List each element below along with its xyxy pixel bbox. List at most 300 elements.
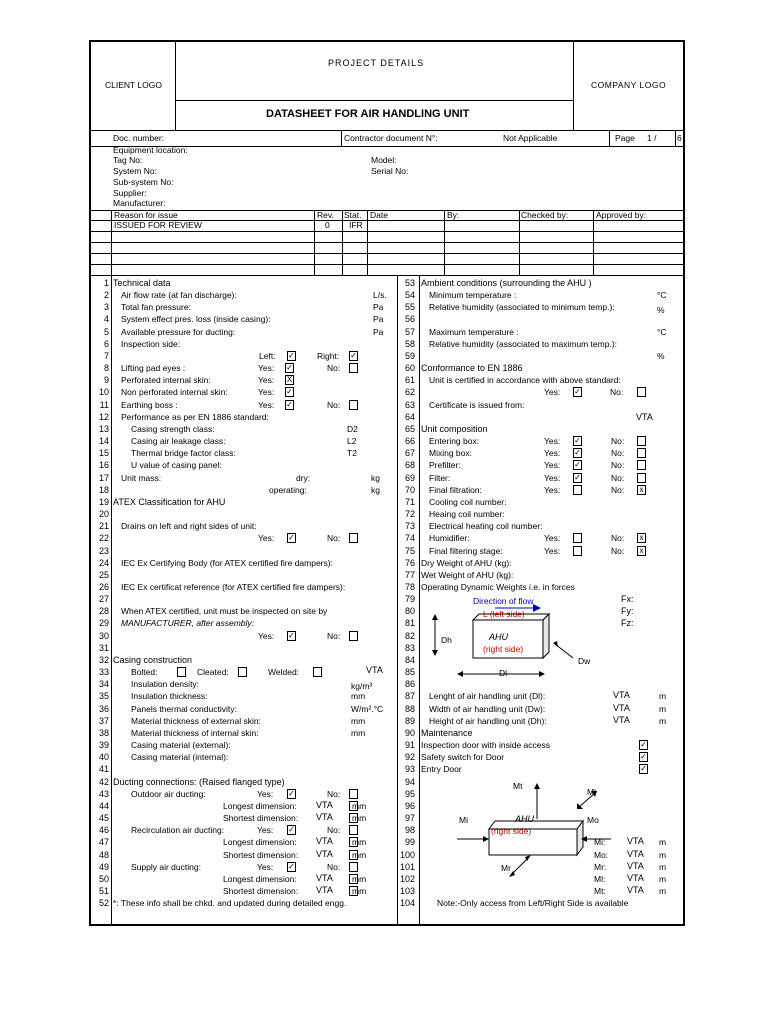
mi-label: Mi	[459, 815, 468, 826]
yes-label: Yes:	[257, 788, 274, 799]
line-number: 76	[404, 557, 415, 568]
unit: °C	[657, 326, 667, 337]
unit: Pa	[373, 326, 384, 337]
line-number: 101	[399, 861, 415, 872]
dry-label: dry:	[296, 472, 311, 483]
no-label: No:	[611, 460, 625, 471]
note: Note:-Only access from Left/Right Side is available	[437, 898, 629, 909]
unit: m	[659, 873, 667, 884]
page-title: DATASHEET FOR AIR HANDLING UNIT	[266, 108, 470, 120]
field-label: Total fan pressure:	[121, 302, 191, 313]
line-number: 8	[103, 363, 109, 374]
no-checkbox[interactable]	[349, 400, 358, 410]
unit: m	[659, 861, 667, 872]
yes-label: Yes:	[258, 533, 275, 544]
line-number: 43	[98, 788, 109, 799]
field-label: Width of air handling unit (Dw):	[429, 703, 546, 714]
class-value: D2	[347, 423, 358, 434]
line-number: 47	[98, 837, 109, 848]
field-label: Maximum temperature :	[429, 326, 519, 337]
field-label: Outdoor air ducting:	[131, 788, 206, 799]
moment-diagram	[451, 777, 631, 887]
yes-label: Yes:	[544, 533, 561, 544]
field-label: Air flow rate (at fan discharge):	[121, 290, 237, 301]
operating-label: operating:	[269, 484, 307, 495]
line-number: 48	[98, 849, 109, 860]
line-number: 31	[98, 642, 109, 653]
unit: m	[659, 691, 667, 702]
vta-value: VTA	[627, 872, 644, 883]
page-label: Page	[615, 133, 635, 143]
yes-checkbox[interactable]: ✓	[288, 788, 295, 798]
field-label: Insulation thickness:	[131, 691, 208, 702]
yes-label: Yes:	[258, 387, 275, 398]
yes-checkbox[interactable]: ✓	[286, 387, 293, 397]
left-checkbox[interactable]: ✓	[288, 350, 295, 360]
field-label: Casing material (external):	[131, 740, 231, 751]
section-heading: Ambient conditions (surrounding the AHU )	[421, 278, 592, 288]
ahu-label: AHU	[489, 631, 509, 642]
yes-checkbox[interactable]	[573, 533, 582, 543]
right-side-label: (right side)	[483, 643, 524, 654]
welded-checkbox[interactable]	[313, 667, 322, 677]
section-heading: ATEX Classification for AHU	[113, 496, 226, 507]
line-number: 82	[404, 630, 415, 641]
line-number: 59	[404, 350, 415, 361]
line-number: 14	[98, 436, 109, 447]
line-number: 104	[399, 898, 415, 909]
tag-no: Tag No:	[113, 155, 143, 165]
line-number: 74	[404, 533, 415, 544]
not-applicable: Not Applicable	[503, 133, 558, 143]
yes-checkbox[interactable]	[573, 546, 582, 556]
field-label: Entering box:	[429, 436, 480, 447]
yes-label: Yes:	[258, 399, 275, 410]
field-label: Perforated internal skin:	[121, 375, 211, 386]
unit: W/m².°C	[351, 703, 384, 714]
dh-label: Dh	[441, 634, 452, 645]
no-checkbox[interactable]	[349, 850, 358, 860]
no-checkbox[interactable]	[349, 886, 358, 896]
dimension-label: Longest dimension:	[223, 873, 297, 884]
vta-value: VTA	[613, 714, 630, 725]
cleated-label: Cleated:	[197, 667, 229, 678]
field-label: Wet Weight of AHU (kg):	[421, 569, 514, 580]
no-checkbox[interactable]	[349, 801, 358, 811]
moment-label: Mt:	[594, 886, 606, 896]
line-number: 54	[404, 290, 415, 301]
moment-label: Mo:	[594, 849, 609, 860]
line-number: 22	[98, 533, 109, 544]
section-heading: Technical data	[113, 278, 171, 288]
yes-checkbox[interactable]: ✓	[574, 436, 581, 446]
revision-header: Reason for issue	[114, 210, 178, 220]
field-label: Non perforated internal skin:	[121, 387, 228, 398]
doc-number-label: Doc. number:	[113, 133, 165, 143]
field-label: Minimum temperature :	[429, 290, 517, 301]
line-number: 25	[98, 569, 109, 580]
direction-of-flow: Direction of flow	[473, 596, 534, 607]
no-label: No:	[327, 788, 341, 799]
line-number: 96	[404, 800, 415, 811]
ml-label: Ml	[587, 786, 596, 797]
line-number: 30	[98, 630, 109, 641]
no-label: No:	[611, 533, 625, 544]
field-label: Recirculation air ducting:	[131, 825, 225, 836]
yes-checkbox[interactable]: ✓	[288, 825, 295, 835]
vta-value: VTA	[316, 872, 333, 883]
line-number: 28	[98, 606, 109, 617]
field-label: Supply air ducting:	[131, 861, 201, 872]
yes-checkbox[interactable]: ✓	[574, 448, 581, 458]
line-number: 33	[98, 667, 109, 678]
revision-header: Rev.	[317, 210, 334, 220]
left-side-label: L (left side)	[483, 609, 525, 620]
line-number: 38	[98, 727, 109, 738]
line-number: 81	[404, 618, 415, 629]
field-label: Height of air handling unit (Dh):	[429, 715, 547, 726]
line-number: 13	[98, 423, 109, 434]
vta-value: VTA	[627, 848, 644, 859]
vta-value: VTA	[316, 885, 333, 895]
no-label: No:	[611, 448, 625, 459]
no-checkbox[interactable]	[637, 473, 646, 483]
dw-label: Dw	[578, 655, 591, 666]
unit: L/s.	[373, 290, 387, 301]
page-total: 6	[677, 133, 682, 143]
line-number: 65	[404, 423, 415, 434]
datasheet	[89, 40, 685, 926]
line-number: 102	[399, 873, 415, 884]
line-number: 77	[404, 569, 415, 580]
right-side-label: (right side)	[491, 826, 532, 837]
yes-label: Yes:	[544, 460, 561, 471]
line-number: 69	[404, 472, 415, 483]
no-checkbox[interactable]	[637, 436, 646, 446]
line-number: 72	[404, 509, 415, 520]
section-heading: Conformance to EN 1886	[421, 363, 523, 374]
yes-checkbox[interactable]: ✓	[286, 399, 293, 409]
line-number: 50	[98, 873, 109, 884]
no-checkbox[interactable]	[349, 837, 358, 847]
unit: %	[657, 350, 665, 361]
line-number: 18	[98, 484, 109, 495]
no-checkbox[interactable]	[349, 813, 358, 823]
field-label: Material thickness of external skin:	[131, 715, 261, 726]
vta-value: VTA	[366, 665, 383, 676]
field-label: Cooling coil number:	[429, 496, 507, 507]
mo-label: Mo	[587, 815, 599, 826]
field-label: U value of casing panel:	[131, 460, 222, 471]
line-number: 56	[404, 314, 415, 325]
client-logo: CLIENT LOGO	[105, 80, 162, 90]
line-number: 58	[404, 338, 415, 349]
field-label: IEC Ex Certifying Body (for ATEX certified fire dampers):	[121, 557, 333, 568]
unit: kg/m³	[351, 681, 373, 692]
no-label: No:	[327, 630, 341, 641]
field-label: Electrical heating coil number:	[429, 521, 543, 532]
serial-no: Serial No:	[371, 166, 409, 176]
line-number: 19	[98, 496, 109, 507]
project-details: PROJECT DETAILS	[328, 58, 425, 68]
line-number: 68	[404, 460, 415, 471]
line-number: 84	[404, 654, 415, 665]
line-number: 35	[98, 691, 109, 702]
cleated-checkbox[interactable]	[238, 667, 247, 677]
unit: mm	[352, 886, 367, 896]
yes-label: Yes:	[544, 387, 561, 398]
yes-checkbox[interactable]: ✓	[574, 460, 581, 470]
line-number: 21	[98, 521, 109, 532]
line-number: 37	[98, 715, 109, 726]
unit: mm	[352, 837, 367, 848]
field-label: Drains on left and right sides of unit:	[121, 521, 257, 532]
line-number: 20	[98, 509, 109, 520]
line-number: 92	[404, 752, 415, 763]
field-label: Thermal bridge factor class:	[131, 448, 236, 459]
line-number: 85	[404, 667, 415, 678]
no-label: No:	[327, 861, 341, 872]
line-number: 11	[99, 399, 109, 410]
force-label: Fz:	[621, 618, 634, 629]
line-number: 97	[404, 813, 415, 824]
manufacturer: Manufacturer:	[113, 198, 166, 208]
line-number: 26	[98, 582, 109, 592]
field-label: Heaing coil number:	[429, 509, 505, 520]
vta-value: VTA	[627, 860, 644, 871]
force-label: Fy:	[621, 606, 634, 617]
vta-value: VTA	[316, 836, 333, 847]
yes-label: Yes:	[544, 436, 561, 447]
line-number: 89	[404, 715, 415, 726]
line-number: 79	[404, 594, 415, 605]
revision-header: Approved by:	[596, 210, 647, 220]
line-number: 27	[98, 594, 109, 605]
line-number: 87	[404, 691, 415, 702]
unit: kg	[371, 484, 380, 495]
yes-checkbox[interactable]: ✓	[288, 861, 295, 871]
unit: °C	[657, 290, 667, 301]
moment-label: Mi:	[594, 837, 606, 848]
unit: %	[657, 305, 665, 316]
bolted-checkbox[interactable]	[177, 667, 186, 677]
field-label: *: These info shall be chkd. and updated during detailed engg.	[113, 898, 347, 909]
line-number: 95	[404, 788, 415, 799]
no-label: No:	[327, 363, 341, 374]
line-number: 70	[404, 484, 415, 495]
no-label: No:	[610, 387, 624, 398]
line-number: 2	[103, 290, 109, 301]
line-number: 63	[404, 399, 415, 410]
unit: m	[659, 837, 667, 848]
unit: Pa	[373, 314, 384, 325]
line-number: 41	[98, 764, 109, 775]
line-number: 52	[98, 898, 109, 909]
line-number: 91	[404, 740, 415, 751]
vta-value: VTA	[636, 411, 653, 422]
line-number: 4	[103, 314, 109, 325]
field-label: Available pressure for ducting:	[121, 326, 236, 337]
line-number: 32	[98, 654, 109, 665]
line-number: 7	[103, 350, 109, 361]
vta-value: VTA	[316, 799, 333, 810]
maintenance-checkbox[interactable]: ✓	[640, 752, 647, 762]
dimension-label: Longest dimension:	[223, 837, 297, 848]
yes-checkbox[interactable]	[573, 485, 582, 495]
line-number: 16	[98, 460, 109, 471]
supplier: Supplier:	[113, 188, 147, 198]
unit: m	[659, 715, 667, 726]
no-checkbox[interactable]	[349, 533, 358, 543]
page-value: 1 /	[647, 133, 657, 143]
line-number: 51	[98, 886, 109, 896]
field-label: Mixing box:	[429, 448, 472, 459]
field-label: Lifting pad eyes :	[121, 363, 186, 374]
yes-label: Yes:	[544, 448, 561, 459]
no-checkbox[interactable]	[349, 825, 358, 835]
field-label: Insulation density:	[131, 679, 200, 690]
line-number: 49	[98, 861, 109, 872]
yes-checkbox[interactable]: ✓	[574, 472, 581, 482]
dimension-label: Longest dimension:	[223, 800, 297, 811]
no-checkbox[interactable]	[349, 874, 358, 884]
dl-label: Dl	[499, 668, 508, 679]
line-number: 80	[404, 606, 415, 617]
right-checkbox[interactable]: ✓	[350, 350, 357, 360]
maintenance-checkbox[interactable]: ✓	[640, 740, 647, 750]
line-number: 99	[404, 837, 415, 848]
line-number: 103	[399, 886, 415, 896]
yes-checkbox[interactable]: ✓	[288, 630, 295, 640]
class-value: L2	[347, 436, 357, 447]
field-label: Relative humidity (associated to maximum temp.):	[429, 338, 618, 349]
no-checkbox[interactable]: x	[637, 485, 646, 495]
vta-value: VTA	[627, 885, 644, 895]
moment-label: Ml:	[594, 873, 606, 884]
moment-label: Mr:	[594, 861, 607, 872]
field-label: Prefilter:	[429, 460, 461, 471]
line-number: 90	[404, 727, 415, 738]
model: Model:	[371, 155, 397, 165]
no-checkbox[interactable]	[637, 460, 646, 470]
line-number: 57	[404, 326, 415, 337]
field-label: Unit mass:	[121, 472, 162, 483]
vta-value: VTA	[613, 702, 630, 713]
revision-cell: 0	[325, 220, 330, 230]
dimension-label: Shortest dimension:	[223, 849, 299, 860]
field-label: Humidifier:	[429, 533, 470, 544]
no-label: No:	[611, 484, 625, 495]
unit: mm	[352, 849, 367, 860]
line-number: 64	[404, 411, 415, 422]
no-checkbox[interactable]	[349, 862, 358, 872]
line-number: 71	[404, 496, 415, 507]
revision-header: Stat.	[344, 210, 362, 220]
yes-label: Yes:	[258, 363, 275, 374]
line-number: 44	[98, 800, 109, 811]
yes-checkbox[interactable]: ✓	[288, 533, 295, 543]
line-number: 40	[98, 752, 109, 763]
line-number: 53	[404, 278, 415, 288]
company-logo: COMPANY LOGO	[591, 80, 667, 90]
no-checkbox[interactable]: x	[637, 546, 646, 556]
field-label: System effect pres. loss (inside casing):	[121, 314, 271, 325]
vta-value: VTA	[316, 848, 333, 859]
unit: mm	[352, 813, 367, 824]
field-label: Entry Door	[421, 764, 462, 775]
yes-label: Yes:	[544, 472, 561, 483]
yes-checkbox[interactable]: ✓	[574, 387, 581, 397]
section-heading: Unit composition	[421, 423, 488, 434]
yes-label: Yes:	[258, 375, 275, 386]
line-number: 5	[103, 326, 109, 337]
field-label: Inspection side:	[121, 338, 181, 349]
unit: mm	[352, 800, 367, 811]
equipment-location: Equipment location:	[113, 145, 188, 155]
no-checkbox[interactable]	[349, 631, 358, 641]
unit: m	[659, 849, 667, 860]
field-label: Bolted:	[131, 667, 158, 678]
yes-label: Yes:	[544, 545, 561, 556]
contractor-doc-label: Contractor document N°:	[344, 133, 438, 143]
line-number: 1	[103, 278, 109, 288]
no-label: No:	[611, 545, 625, 556]
line-number: 45	[98, 813, 109, 824]
field-label: Panels thermal conductivity:	[131, 703, 237, 714]
dimension-label: Shortest dimension:	[223, 813, 299, 824]
no-checkbox[interactable]	[349, 789, 358, 799]
revision-header: By:	[447, 210, 460, 220]
welded-label: Welded:	[268, 667, 300, 678]
line-number: 36	[98, 703, 109, 714]
line-number: 93	[404, 764, 415, 775]
unit: m	[659, 886, 667, 896]
no-checkbox[interactable]	[637, 387, 646, 397]
line-number: 42	[98, 776, 109, 787]
field-label: Performance as per EN 1886 standard:	[121, 411, 269, 422]
unit: mm	[351, 691, 366, 702]
yes-label: Yes:	[258, 630, 275, 641]
field-label: Casing strength class:	[131, 423, 215, 434]
line-number: 3	[103, 302, 109, 313]
line-number: 75	[404, 545, 415, 556]
yes-checkbox[interactable]: X	[286, 375, 293, 385]
field-label: Final filtering stage:	[429, 545, 503, 556]
line-number: 9	[103, 375, 109, 386]
unit: mm	[351, 727, 366, 738]
force-diagram	[423, 594, 643, 694]
field-label: Safety switch for Door	[421, 752, 505, 763]
field-label: Lenght of air handling unit (Dl):	[429, 691, 546, 702]
line-number: 34	[98, 679, 109, 690]
line-number: 12	[98, 411, 109, 422]
maintenance-checkbox[interactable]: ✓	[640, 764, 647, 774]
no-checkbox[interactable]	[637, 448, 646, 458]
no-checkbox[interactable]: x	[637, 533, 646, 543]
yes-checkbox[interactable]: ✓	[286, 363, 293, 373]
unit: mm	[351, 715, 366, 726]
line-number: 46	[98, 825, 109, 836]
unit: mm	[352, 873, 367, 884]
line-number: 24	[98, 557, 109, 568]
section-heading: Maintenance	[421, 727, 473, 738]
sub-system-no: Sub-system No:	[113, 177, 174, 187]
no-checkbox[interactable]	[349, 363, 358, 373]
field-label: When ATEX certified, unit must be inspected on site by	[121, 606, 328, 617]
line-number: 67	[404, 448, 415, 459]
class-value: T2	[347, 448, 357, 459]
dimension-label: Shortest dimension:	[223, 886, 299, 896]
